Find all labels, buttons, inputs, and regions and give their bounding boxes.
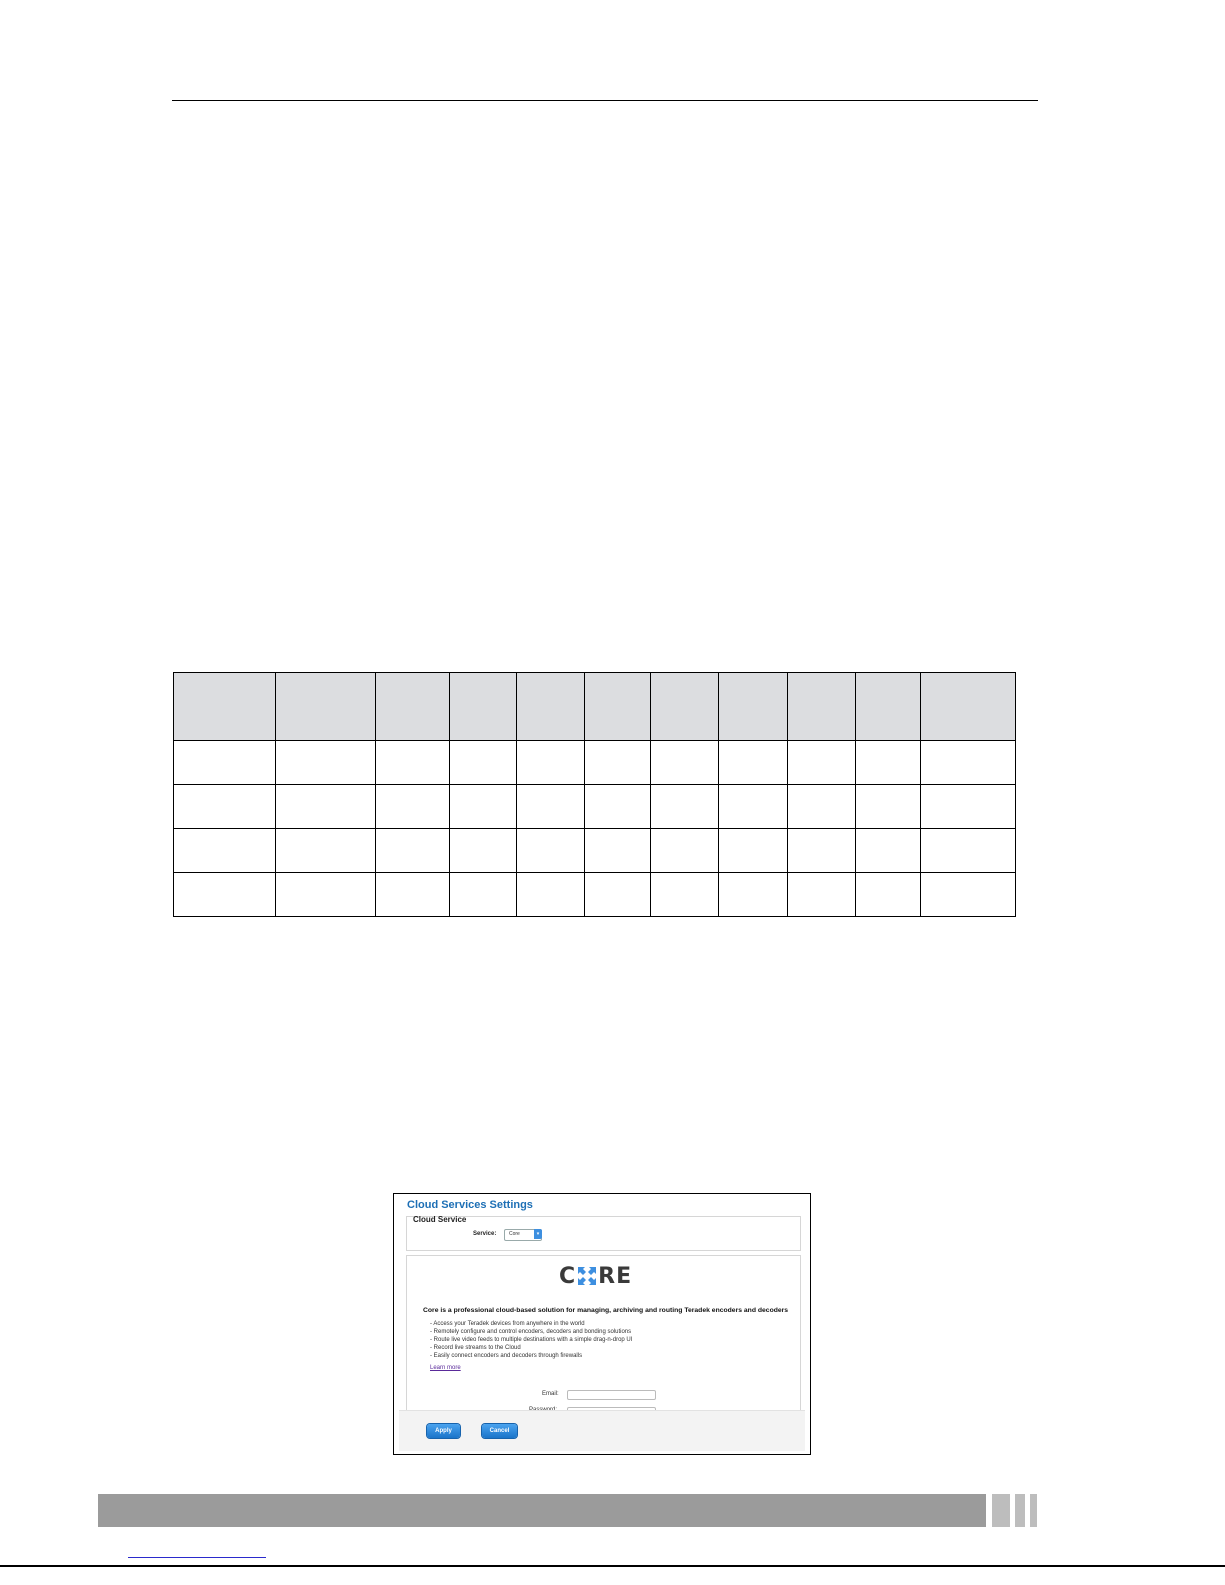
footer-tab — [992, 1494, 1010, 1527]
footer-tab — [1030, 1494, 1037, 1527]
footer-link-underline — [128, 1557, 266, 1558]
table-row — [174, 785, 1016, 829]
cloud-settings-screenshot — [393, 1193, 811, 1455]
core-description: Core is a professional cloud-based solution for managing, archiving and routing Teradek encoders and decoders — [423, 1307, 789, 1314]
button-bar — [399, 1410, 805, 1451]
settings-title: Cloud Services Settings — [407, 1199, 533, 1211]
panel-title: Cloud Service — [413, 1215, 467, 1224]
table-row — [174, 873, 1016, 917]
core-logo-arrows-icon — [577, 1266, 597, 1286]
footer-tab — [1015, 1494, 1025, 1527]
list-item: - Remotely configure and control encoders, decoders and bonding solutions — [430, 1329, 632, 1335]
list-item: - Record live streams to the Cloud — [430, 1345, 521, 1351]
chevron-down-icon: ▾ — [534, 1229, 542, 1239]
apply-button[interactable]: Apply — [427, 1424, 460, 1438]
table-header-row — [174, 673, 1016, 741]
learn-more-link[interactable]: Learn more — [430, 1365, 461, 1371]
service-value: Core — [509, 1231, 520, 1237]
service-select[interactable] — [504, 1229, 542, 1241]
list-item: - Access your Teradek devices from anywhere in the world — [430, 1321, 585, 1327]
email-field[interactable] — [567, 1390, 656, 1400]
core-logo: C RE — [559, 1264, 633, 1289]
table-row — [174, 741, 1016, 785]
header-rule — [172, 100, 1038, 101]
footer-bar — [98, 1494, 986, 1527]
email-label: Email: — [542, 1391, 559, 1397]
bottom-rule — [0, 1565, 1225, 1567]
spec-table — [173, 672, 1016, 917]
service-label: Service: — [473, 1231, 497, 1237]
list-item: - Route live video feeds to multiple destinations with a simple drag-n-drop UI — [430, 1337, 633, 1343]
feature-list — [430, 1320, 632, 1360]
table-row — [174, 829, 1016, 873]
list-item: - Easily connect encoders and decoders through firewalls — [430, 1353, 583, 1359]
cancel-button[interactable]: Cancel — [482, 1424, 517, 1438]
cloud-service-panel — [406, 1216, 801, 1251]
